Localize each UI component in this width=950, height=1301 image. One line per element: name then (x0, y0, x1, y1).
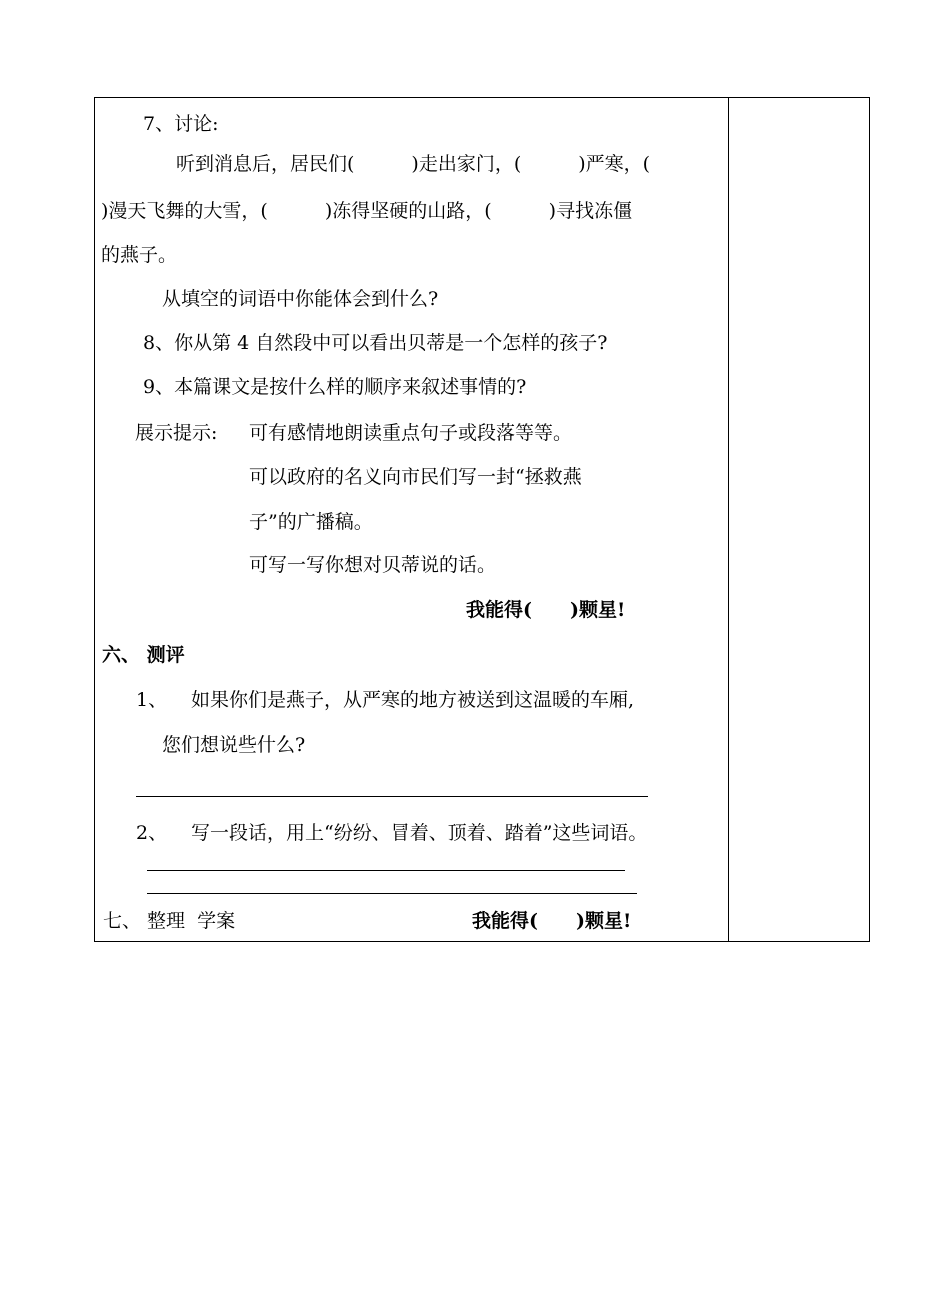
task-1-text: 如果你们是燕子，从严寒的地方被送到这温暖的车厢, (191, 689, 635, 711)
question-7-line-1: 听到消息后，居民们( )走出家门，( )严寒，( (176, 153, 651, 175)
section-6-heading: 六、 测评 (102, 644, 185, 666)
task-1-number: 1、 (136, 689, 168, 711)
question-7-line-2: )漫天飞舞的大雪，( )冻得坚硬的山路，( )寻找冻僵 (101, 200, 633, 222)
question-9: 9、本篇课文是按什么样的顺序来叙述事情的? (143, 376, 527, 398)
tips-item-2a: 可以政府的名义向市民们写一封“拯救燕 (249, 466, 582, 488)
tips-item-1: 可有感情地朗读重点句子或段落等等。 (249, 422, 573, 444)
task-1-answer-line[interactable] (136, 796, 648, 797)
question-7-line-3: 的燕子。 (101, 244, 178, 266)
question-7-subquestion: 从填空的词语中你能体会到什么? (162, 288, 439, 310)
tips-item-2b: 子”的广播稿。 (249, 511, 373, 533)
task-2-answer-line-1[interactable] (147, 870, 625, 871)
tips-item-3: 可写一写你想对贝蒂说的话。 (249, 554, 497, 576)
section-7-heading: 七、 整理 学案 (103, 910, 236, 932)
question-8: 8、你从第 4 自然段中可以看出贝蒂是一个怎样的孩子? (143, 332, 608, 354)
task-2-text: 写一段话，用上“纷纷、冒着、顶着、踏着”这些词语。 (191, 822, 648, 844)
column-divider (728, 97, 729, 942)
star-rating-2: 我能得( )颗星! (472, 910, 632, 932)
task-2-answer-line-2[interactable] (147, 893, 637, 894)
task-1-text-2: 您们想说些什么? (162, 734, 306, 756)
lesson-table (94, 97, 870, 942)
tips-label: 展示提示: (135, 422, 218, 444)
task-2-number: 2、 (136, 822, 168, 844)
question-7-title: 7、讨论: (143, 113, 219, 135)
star-rating-1: 我能得( )颗星! (466, 599, 626, 621)
